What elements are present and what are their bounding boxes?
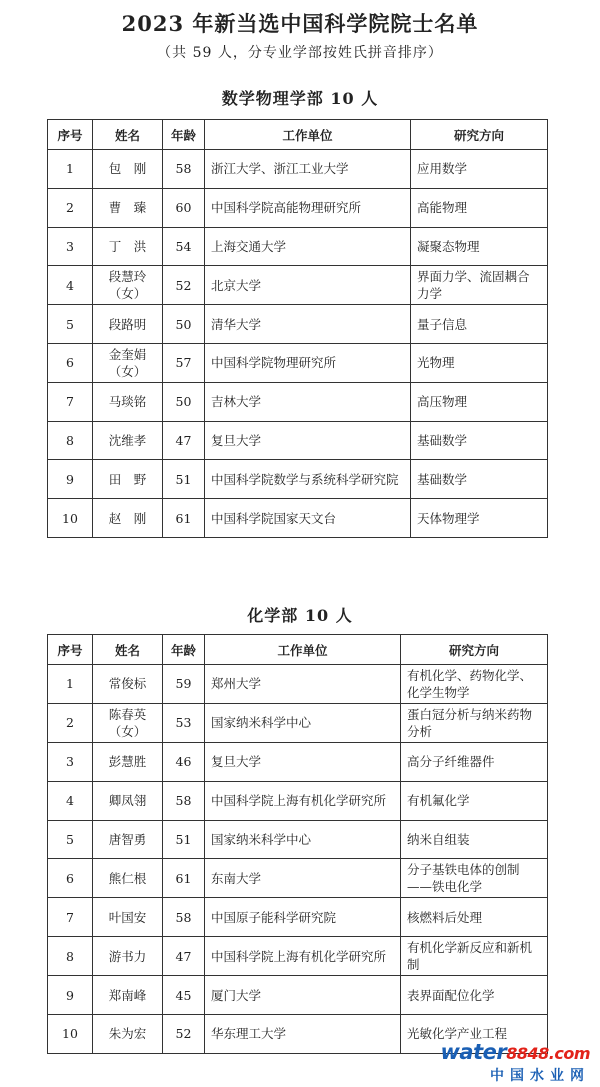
watermark-number: 8848 [506, 1044, 549, 1063]
row-age: 47 [163, 937, 205, 976]
row-name: 游书力 [93, 937, 163, 976]
table-row [48, 227, 548, 266]
section-title-math-physics: 数学物理学部 10 人 [221, 89, 379, 108]
row-research: 凝聚态物理 [411, 227, 548, 266]
row-research: 表界面配位化学 [401, 976, 548, 1015]
row-research: 基础数学 [411, 460, 548, 499]
row-workplace: 中国科学院高能物理研究所 [205, 188, 411, 227]
row-age: 57 [163, 343, 205, 382]
row-name: 唐智勇 [93, 820, 163, 859]
chemistry-table [47, 634, 548, 1054]
row-index: 10 [48, 1015, 93, 1054]
row-index: 2 [48, 188, 93, 227]
table-row [48, 898, 548, 937]
row-index: 1 [48, 665, 93, 704]
row-age: 54 [163, 227, 205, 266]
row-research: 纳米自组装 [401, 820, 548, 859]
row-workplace: 东南大学 [205, 859, 401, 898]
row-age: 50 [163, 305, 205, 344]
row-name: 朱为宏 [93, 1015, 163, 1054]
row-workplace: 吉林大学 [205, 382, 411, 421]
row-workplace: 厦门大学 [205, 976, 401, 1015]
row-name: 田 野 [93, 460, 163, 499]
header-name: 姓名 [93, 635, 163, 665]
table-header-row [48, 120, 548, 150]
row-name: 包 刚 [93, 150, 163, 189]
row-workplace: 上海交通大学 [205, 227, 411, 266]
math-physics-table-body [48, 150, 548, 538]
row-name: 曹 臻 [93, 188, 163, 227]
header-age: 年龄 [163, 635, 205, 665]
row-index: 3 [48, 742, 93, 781]
row-name: 常俊标 [93, 665, 163, 704]
row-research: 高分子纤维器件 [401, 742, 548, 781]
row-name: 郑南峰 [93, 976, 163, 1015]
row-age: 61 [163, 859, 205, 898]
table-row [48, 820, 548, 859]
row-index: 8 [48, 421, 93, 460]
table-row [48, 976, 548, 1015]
row-research: 光物理 [411, 343, 548, 382]
table-row [48, 382, 548, 421]
row-research: 天体物理学 [411, 499, 548, 538]
row-index: 5 [48, 305, 93, 344]
row-research: 有机化学、药物化学、 化学生物学 [401, 665, 548, 704]
row-research: 量子信息 [411, 305, 548, 344]
row-index: 7 [48, 382, 93, 421]
row-research: 基础数学 [411, 421, 548, 460]
row-index: 1 [48, 150, 93, 189]
row-workplace: 清华大学 [205, 305, 411, 344]
row-workplace: 国家纳米科学中心 [205, 820, 401, 859]
header-workplace: 工作单位 [205, 635, 401, 665]
row-name: 彭慧胜 [93, 742, 163, 781]
watermark-brand: water [440, 1040, 507, 1064]
math-physics-table [47, 119, 548, 538]
row-age: 50 [163, 382, 205, 421]
table-row [48, 499, 548, 538]
row-index: 8 [48, 937, 93, 976]
row-age: 59 [163, 665, 205, 704]
row-name: 丁 洪 [93, 227, 163, 266]
row-name: 金奎娟 （女） [93, 343, 163, 382]
row-age: 46 [163, 742, 205, 781]
table-row [48, 460, 548, 499]
site-watermark [440, 1040, 596, 1084]
row-index: 4 [48, 266, 93, 305]
row-index: 6 [48, 343, 93, 382]
table-row [48, 859, 548, 898]
row-name: 马琰铭 [93, 382, 163, 421]
row-workplace: 浙江大学、浙江工业大学 [205, 150, 411, 189]
table-row [48, 150, 548, 189]
table-row [48, 937, 548, 976]
row-research: 光敏化学产业工程 [401, 1015, 548, 1054]
watermark-suffix: .com [548, 1044, 590, 1063]
row-workplace: 中国科学院上海有机化学研究所 [205, 937, 401, 976]
row-index: 6 [48, 859, 93, 898]
row-workplace: 中国原子能科学研究院 [205, 898, 401, 937]
section-title-chemistry: 化学部 10 人 [247, 606, 353, 625]
row-age: 53 [163, 703, 205, 742]
header-research: 研究方向 [401, 635, 548, 665]
table-row [48, 703, 548, 742]
row-age: 58 [163, 898, 205, 937]
row-research: 有机化学新反应和新机 制 [401, 937, 548, 976]
header-index: 序号 [48, 120, 93, 150]
row-age: 58 [163, 150, 205, 189]
row-name: 陈春英 （女） [93, 703, 163, 742]
row-index: 7 [48, 898, 93, 937]
table-header-row [48, 635, 548, 665]
chemistry-table-body [48, 665, 548, 1054]
row-research: 高压物理 [411, 382, 548, 421]
header-name: 姓名 [93, 120, 163, 150]
table-row [48, 781, 548, 820]
row-workplace: 复旦大学 [205, 742, 401, 781]
row-name: 段路明 [93, 305, 163, 344]
header-index: 序号 [48, 635, 93, 665]
row-research: 有机氟化学 [401, 781, 548, 820]
row-name: 段慧玲 （女） [93, 266, 163, 305]
row-age: 51 [163, 820, 205, 859]
table-row [48, 266, 548, 305]
row-age: 60 [163, 188, 205, 227]
watermark-logo [441, 1040, 590, 1064]
row-index: 2 [48, 703, 93, 742]
table-row [48, 305, 548, 344]
header-age: 年龄 [163, 120, 205, 150]
row-research: 分子基铁电体的创制 ——铁电化学 [401, 859, 548, 898]
row-index: 9 [48, 460, 93, 499]
row-age: 47 [163, 421, 205, 460]
row-workplace: 中国科学院数学与系统科学研究院 [205, 460, 411, 499]
table-row [48, 665, 548, 704]
row-workplace: 郑州大学 [205, 665, 401, 704]
row-workplace: 华东理工大学 [205, 1015, 401, 1054]
row-research: 界面力学、流固耦合 力学 [411, 266, 548, 305]
row-index: 5 [48, 820, 93, 859]
row-name: 卿凤翎 [93, 781, 163, 820]
row-name: 熊仁根 [93, 859, 163, 898]
row-workplace: 复旦大学 [205, 421, 411, 460]
row-workplace: 北京大学 [205, 266, 411, 305]
watermark-subtitle: 中国水业网 [490, 1068, 590, 1084]
row-research: 应用数学 [411, 150, 548, 189]
table-row [48, 343, 548, 382]
row-index: 9 [48, 976, 93, 1015]
row-research: 高能物理 [411, 188, 548, 227]
row-workplace: 国家纳米科学中心 [205, 703, 401, 742]
row-age: 52 [163, 266, 205, 305]
row-workplace: 中国科学院上海有机化学研究所 [205, 781, 401, 820]
row-age: 61 [163, 499, 205, 538]
row-name: 沈维孝 [93, 421, 163, 460]
row-research: 蛋白冠分析与纳米药物 分析 [401, 703, 548, 742]
row-index: 4 [48, 781, 93, 820]
table-row [48, 742, 548, 781]
document-subtitle: （共 59 人，分专业学部按姓氏拼音排序） [157, 45, 443, 61]
header-workplace: 工作单位 [205, 120, 411, 150]
header-research: 研究方向 [411, 120, 548, 150]
row-index: 10 [48, 499, 93, 538]
row-age: 52 [163, 1015, 205, 1054]
row-name: 叶国安 [93, 898, 163, 937]
table-row [48, 421, 548, 460]
row-name: 赵 刚 [93, 499, 163, 538]
row-age: 51 [163, 460, 205, 499]
row-workplace: 中国科学院国家天文台 [205, 499, 411, 538]
row-age: 58 [163, 781, 205, 820]
row-workplace: 中国科学院物理研究所 [205, 343, 411, 382]
document-title: 2023 年新当选中国科学院院士名单 [121, 11, 479, 36]
row-research: 核燃料后处理 [401, 898, 548, 937]
table-row [48, 188, 548, 227]
row-age: 45 [163, 976, 205, 1015]
row-index: 3 [48, 227, 93, 266]
